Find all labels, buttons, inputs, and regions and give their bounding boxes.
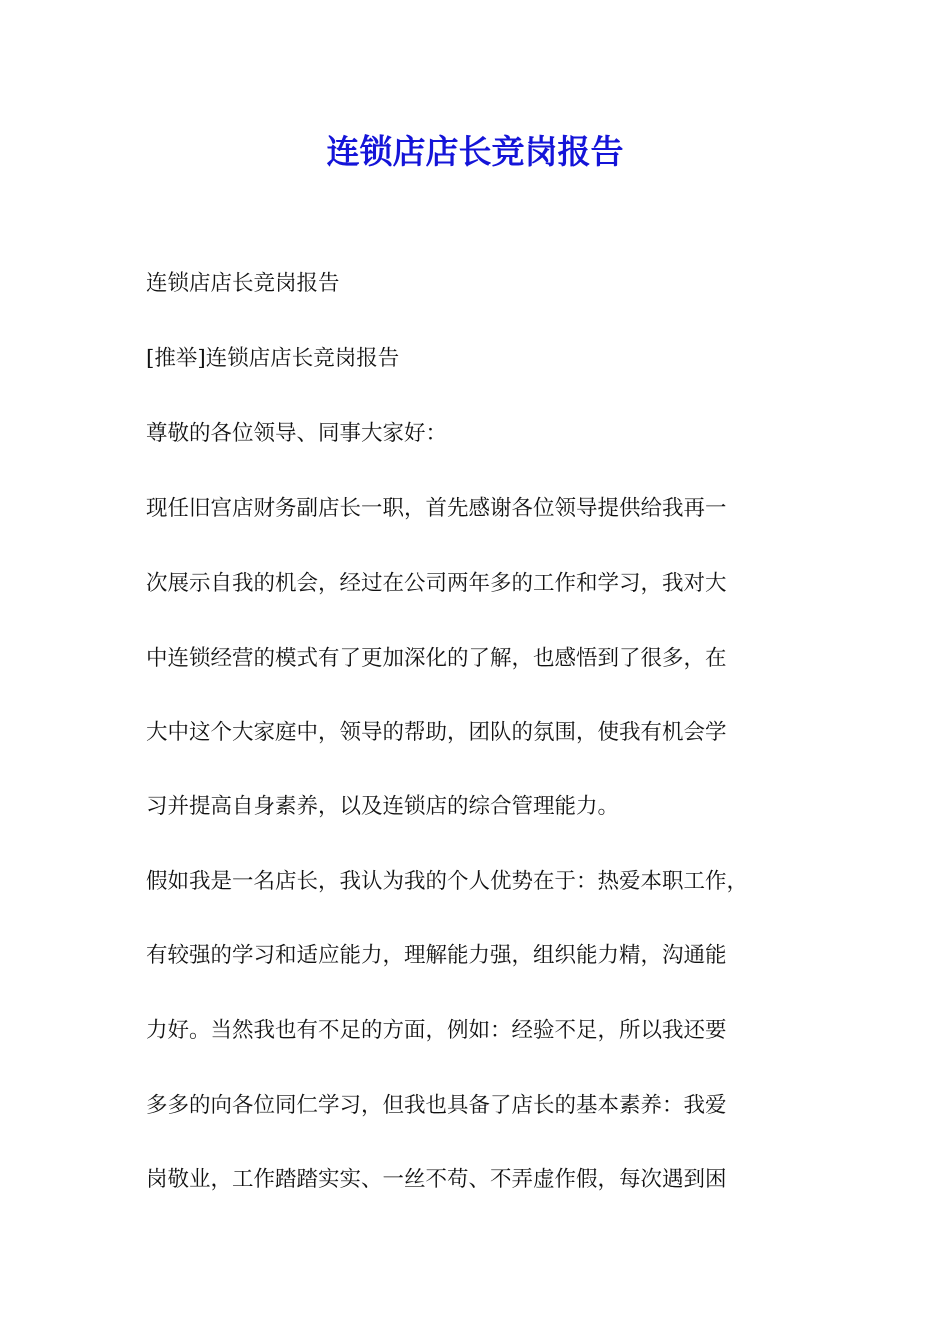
text-line: [推举]连锁店店长竞岗报告 — [146, 346, 400, 371]
document-title: 连锁店店长竞岗报告 — [326, 132, 624, 171]
text-line: 习并提高自身素养，以及连锁店的综合管理能力。 — [146, 794, 620, 819]
text-line: 大中这个大家庭中，领导的帮助，团队的氛围，使我有机会学 — [146, 720, 727, 745]
text-line: 力好。当然我也有不足的方面，例如：经验不足，所以我还要 — [146, 1018, 727, 1043]
text-line: 假如我是一名店长，我认为我的个人优势在于：热爱本职工作， — [146, 869, 749, 894]
text-line: 岗敬业，工作踏踏实实、一丝不苟、不弄虚作假，每次遇到困 — [146, 1167, 727, 1192]
text-line: 次展示自我的机会，经过在公司两年多的工作和学习，我对大 — [146, 571, 727, 596]
text-line: 尊敬的各位领导、同事大家好： — [146, 421, 448, 446]
text-line: 连锁店店长竞岗报告 — [146, 271, 340, 296]
text-line: 多多的向各位同仁学习，但我也具备了店长的基本素养：我爱 — [146, 1093, 727, 1118]
text-line: 中连锁经营的模式有了更加深化的了解，也感悟到了很多，在 — [146, 646, 727, 671]
text-line: 现任旧宫店财务副店长一职，首先感谢各位领导提供给我再一 — [146, 496, 727, 521]
text-line: 有较强的学习和适应能力，理解能力强，组织能力精，沟通能 — [146, 943, 727, 968]
